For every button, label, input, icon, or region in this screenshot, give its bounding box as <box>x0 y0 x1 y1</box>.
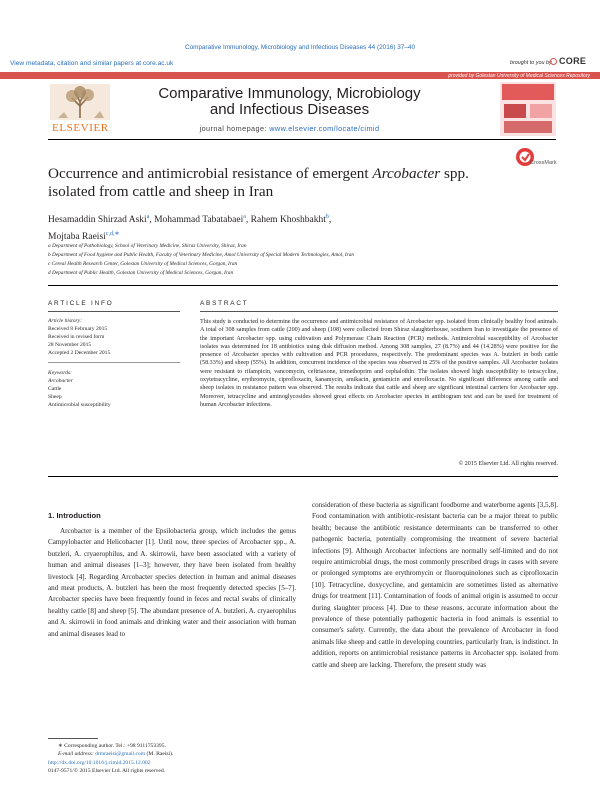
author-name[interactable]: Hesamaddin Shirzad Aski <box>48 215 147 226</box>
author-name[interactable]: Rahem Khoshbakht <box>250 215 326 226</box>
author-affiliation-sup: a <box>243 214 246 220</box>
core-brought-by: brought to you by <box>510 60 552 66</box>
affiliation-item: a Department of Pathobiology, School of Veterinary Medicine, Shiraz University, Shiraz, Iran <box>48 243 247 249</box>
divider <box>200 311 558 312</box>
author-affiliation-sup: a <box>146 214 150 220</box>
affiliations <box>48 242 558 278</box>
author-list: Hesamaddin Shirzad Aski$^a$, Mohammad Tabatabaei$^a$, Rahem Khoshbakht$^b$, Mojtaba Raeisi$^{c,d,∗}$ <box>48 214 332 243</box>
divider <box>48 311 180 312</box>
journal-homepage <box>112 124 467 133</box>
provided-by-text[interactable]: provided by Golestan University of Medical Sciences Repository <box>448 72 590 79</box>
core-logo-icon <box>550 58 557 65</box>
keyword-item: Sheep <box>48 394 62 400</box>
keyword-item: Antimicrobial susceptibility <box>48 402 111 408</box>
affiliation-item: b Department of Food hygiene and Public Health, Faculty of Veterinary Medicine, Amol University of Special Modern Technologies, Amol, Iran <box>48 252 355 258</box>
history-item: Received in revised form <box>48 334 105 340</box>
top-citation-link[interactable]: Comparative Immunology, Microbiology and Infectious Diseases 44 (2016) 37–40 <box>184 44 416 51</box>
journal-homepage-link[interactable]: www.elsevier.com/locate/cimid <box>269 124 380 133</box>
email-owner: (M. Raeisi). <box>146 751 174 758</box>
article-history-label: Article history: <box>48 318 83 324</box>
crossmark-label: CrossMark <box>530 160 557 166</box>
journal-cover-thumbnail[interactable] <box>500 82 556 136</box>
body-column-right <box>312 500 558 671</box>
corresponding-author-note: ∗ Corresponding author. Tel.: +98 9111753395. <box>58 743 166 749</box>
article-title-part2: spp. isolated from cattle and sheep in Iran <box>48 165 469 200</box>
email-link[interactable]: drmraeisi@gmail.com <box>95 751 146 758</box>
author-affiliation-sup: c,d,∗ <box>105 231 120 238</box>
keywords-label: Keywords: <box>48 370 73 376</box>
affiliation-item: c Cereal Health Research Center, Golestan University of Medical Sciences, Gorgan, Iran <box>48 261 238 267</box>
elsevier-publisher-name: ELSEVIER <box>52 122 109 134</box>
author-name[interactable]: Mohammad Tabatabaei <box>154 215 244 226</box>
keyword-item: Cattle <box>48 386 62 392</box>
divider <box>48 476 558 477</box>
copyright-notice: © 2015 Elsevier Ltd. All rights reserved. <box>458 461 558 467</box>
core-logo-text: CORE <box>559 56 587 66</box>
history-item: 28 November 2015 <box>48 342 92 348</box>
author-name[interactable]: Mojtaba Raeisi <box>48 232 106 243</box>
journal-title <box>112 86 467 118</box>
article-title-part1: Occurrence and antimicrobial resistance of emergent <box>48 165 373 182</box>
email-label: E-mail address: <box>58 751 94 758</box>
history-item: Accepted 2 December 2015 <box>48 350 111 356</box>
body-column-left <box>48 526 296 640</box>
email-note <box>48 750 298 758</box>
article-title <box>48 165 488 201</box>
paragraph: Arcobacter is a member of the Epsilobacteria group, which includes the genus Campylobacter and Helicobacter [1]. Until now, three species of Arcobacter spp., A. butzleri, A. cryaerophilus, and A. skirrowii, have been associated with a variety of human and animal diseases [1–3]; however, they have been isolated from healthy livestock [4]. Regarding Arcobacter species detection in human and animal diseases and meat products, A. butzleri has been the most frequently detected species [5–7]. Arcobacter species have been frequently found in feces and rectal swabs of clinically healthy cattle [8] and sheep [5]. The abundant presence of A. butzleri, A. cryaerophilus and A. skirrowii in food animals and drinking water and their association with human and animal diseases lead to <box>48 527 296 638</box>
article-history <box>48 317 180 357</box>
footnotes <box>48 742 298 776</box>
keyword-item: Arcobacter <box>48 378 73 384</box>
author-affiliation-sup: b <box>325 214 329 220</box>
section-heading-introduction: 1. Introduction <box>48 511 101 520</box>
history-item: Received 8 February 2015 <box>48 326 108 332</box>
abstract-text: This study is conducted to determine the occurrence and antimicrobial resistance of Arcobacter spp. isolated from clinically healthy food animals. A total of 308 samples from cattle (200) and sheep (108) were collected from Shiraz slaughterhouse, southern Iran to investigate the presence of the important Arcobacter spp. using cultivation and Polymerase Chain Reaction (PCR) methods. Antimicrobial susceptibility of Arcobacter isolates was determined for 18 antibiotics using disk diffusion method. Among 308 samples, 27 (8.7%) and 44 (14.28%) were positive for the presence of Arcobacter species with cultivation and PCR procedures, respectively. The predominant species was A. butzleri in both cattle (58.33%) and sheep (55%). In addition, concurrent incidence of the species was observed in 25% of the positive samples. All Arcobacter isolates were resistant to rifampicin, vancomycin, ceftriaxone, trimethoprim and cephalothin. The isolates showed high susceptibility to tetracycline, oxytetracycline, erythromycin, ciprofloxacin, kanamycin, amikacin, gentamicin and enrofloxacin. No significant difference among cattle and sheep isolates in resistance pattern was observed. The results indicate that cattle and sheep are significant intestinal carriers for Arcobacter spp. Moreover, tetracycline and aminoglycosides showed great effects on Arcobacter species in antibiogram test and can be used for treatment of human Arcobacter infections. <box>200 319 558 408</box>
core-logo[interactable] <box>550 56 586 66</box>
article-info-heading: ARTICLE INFO <box>48 300 114 307</box>
crossmark-icon[interactable] <box>515 145 545 171</box>
paragraph: consideration of these bacteria as significant foodborne and waterborne agents [3,5,8]. Food contamination with antibiotic-resistant bacteria can be a major threat to public health; because the antibiotic resistance determinants can be transferred to other pathogenic bacteria, potentially compromising the treatment of severe bacterial infections [9]. Although Arcobacter infections are normally self-limited and do not require antimicrobial drugs, the most commonly prescribed drugs in cases with severe or prolonged symptoms are erythromycin or fluoroquinolones such as ciprofloxacin [10]. Tetracycline, doxycycline, and gentamicin are sometimes listed as alternative drugs for treatment [11]. Contamination of foods of animal origin is assumed to occur during slaughter process [4]. Due to these reasons, accurate information about the prevalence of these potentially pathogenic bacteria in food animals is essential to consumer's safety. Currently, the data about the prevalence of Arcobacter in food animals like sheep and cattle in developing countries, particularly Iran, is indistinct. In addition, reports on antimicrobial resistance patterns in Arcobacter spp. isolated from cattle and sheep are lacking. Therefore, the present study was <box>312 501 558 669</box>
journal-title-line1: Comparative Immunology, Microbiology <box>158 85 421 102</box>
abstract-heading: ABSTRACT <box>200 300 249 307</box>
keywords <box>48 369 180 409</box>
affiliation-item: d Department of Public Health, Golestan University of Medical Sciences, Gorgan, Iran <box>48 270 234 276</box>
divider <box>48 285 558 286</box>
core-view-metadata-link[interactable]: View metadata, citation and similar papers at core.ac.uk <box>10 60 174 67</box>
journal-homepage-label: journal homepage: <box>199 124 267 133</box>
journal-title-line2: and Infectious Diseases <box>209 101 370 118</box>
issn-line: 0147-9571/© 2015 Elsevier Ltd. All rights reserved. <box>48 768 166 775</box>
footnote-divider <box>48 738 98 739</box>
divider <box>48 362 180 363</box>
article-title-italic: Arcobacter <box>372 165 441 182</box>
doi-link[interactable]: http://dx.doi.org/10.1016/j.cimid.2015.12.002 <box>48 759 151 766</box>
